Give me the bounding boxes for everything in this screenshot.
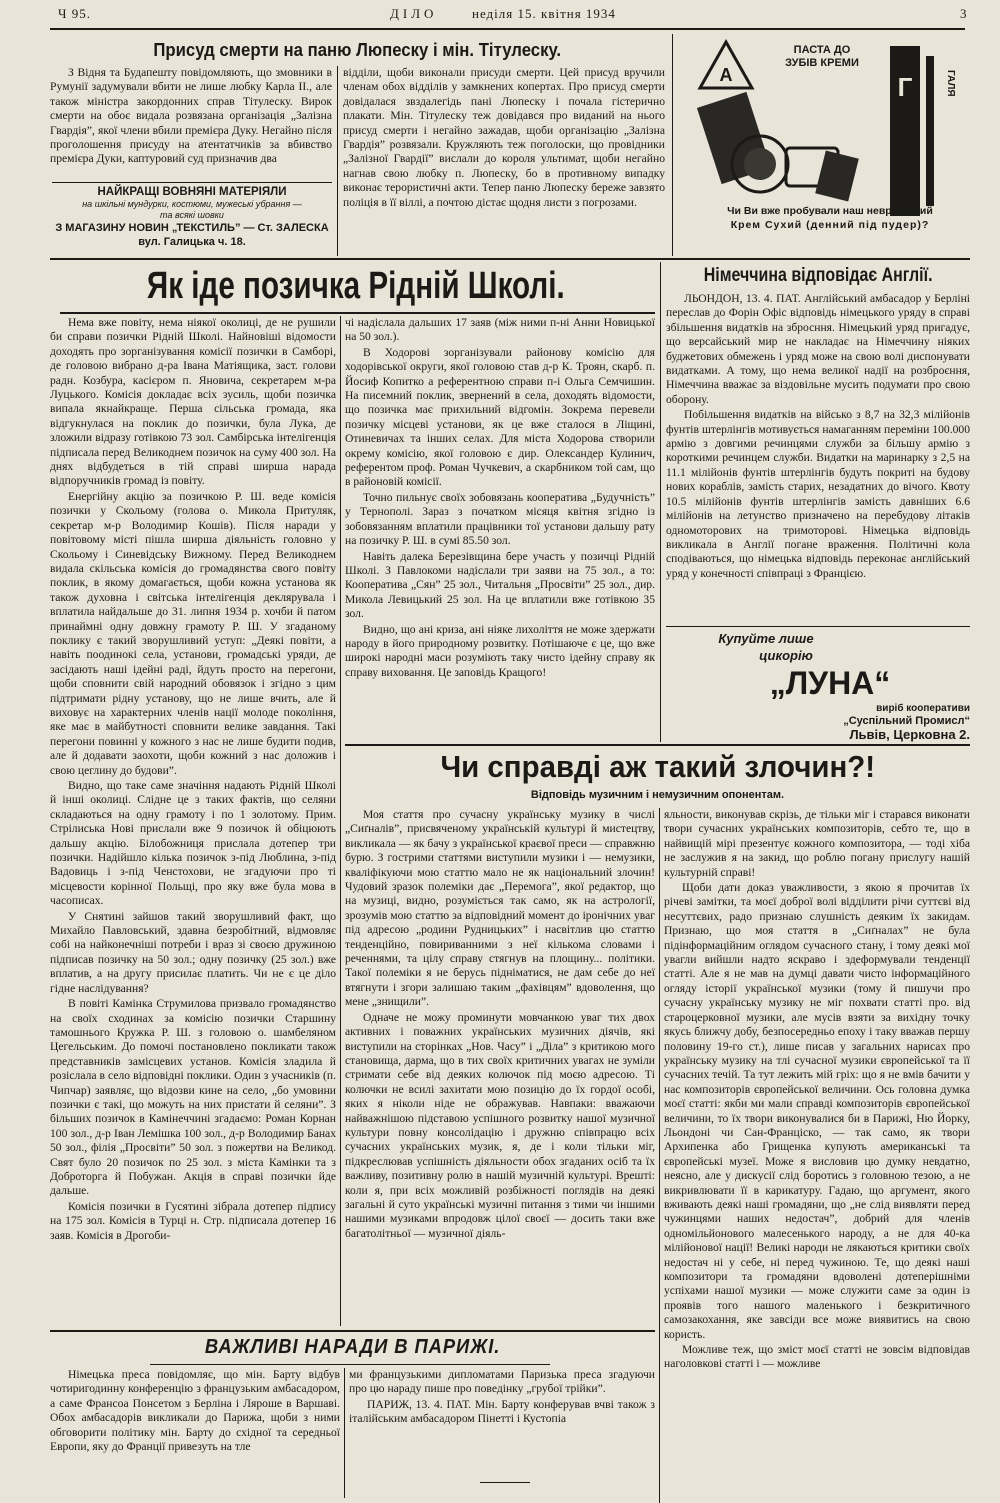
paris-column-1: Німецька преса повідомляє, що мін. Барту відбув чотиригодинну конференцію з французьким амбасадором, а саме Франсоа Понсетом з Берліна і Ляроше в Варшаві. Обох амбасадорів викликали до Парижа, щоби з ними обговорити політику мін. Барту до східної та середньої Европи, яку до Франції привезуть на тле [50,1368,340,1454]
luna-line2: цикорію [759,648,813,663]
luna-line3: виріб кооперативи [876,703,970,714]
column-divider [337,66,338,256]
loan-column-2: чі надіслала дальших 17 заяв (між ними п-ні Анни Новицької на 50 зол.). В Ходорові зорганізували районову комісію для ходорівської округи, якої головою став д-р К. Троян, скарб. п. Йосиф Копитко а референтною справи п-і Ольга Семчишин. На писемний поклик, звернений в села, доходять відомости, що позичка має прихильний відгомін. Зокрема перевели позичку місцеві установи, як це вже сталося в Ліщині, Отиневичах та інших селах. Для міста Ходорова створили окрему комісію, якої головою є дир. Олександер Кулинич, референтом проф. Роман Чучкевич, а скарбником той сам, що в районовій комісії. Точно пильнує своїх зобовязань кооператива „Будучність” у Тернополі. Зараз з початком місяця квітня згідно із зобовязанням вплатили працівники тої установи дальшу рату на позичку Р. Ш. в сумі 85.50 зол. Навіть далека Березівщина бере участь у позичці Рідній Школі. З Павлокоми надіслали три заяви на 75 зол., а то: Кооператива „Сян” 25 зол., Читальня „Просвіти” 25 зол., дир. Микола Левицький 25 зол. На це вплатили вже готівкою 35 зол. Видно, що ані криза, ані ніяке лихоліття не може здержати народу в його природному розвитку. Потішаюче є це, що вже широкі народні маси розуміють таку чисто ідейну справу як справу виховання. Це заповідь Кращого! [345,316,655,679]
headline-rule [60,312,655,314]
crime-column-1: Моя стаття про сучасну українську музику в числі „Сиґналів”, присвяченому українській культурі й мистецтву, викликала — як бачу з української краєвої преси — справжню бурю. З гострими статтями виступили музики і — немузики, кваліфікуючи мою статтю мало не як національний злочин! Чудовий зразок полеміки дає „Перемога”, якої редактор, що на музиці, видно, розуміється так само, як на астрології, зрозумів мою статтю за відповідний момент до іронічних уваг під адресою „родини Рудницьких” і насвітлив цю статтю тенденційно, повириванними з неї кількома словами і реченнями, та цілу справу стягнув на площину... політики. Такої полеміки я не берусь підніматися, не дам себе до неї втягнути і згори залишаю таким „фахівцям” вдоволення, що мене „знищили”. Одначе не можу проминути мовчанкою уваг тих двох активних і поважних українських музичних діячів, які виступили на сторінках „Нов. Часу” і „Діла” з критикою мого становища, дарма, що в тих своїх критичних увагах не зуміли стримати себе від деяких колючок під моєю адресою. Ті колючки не всилі захитати мою позицію до їх гордої особі, яких я ніколи ніде не ображував. Навпаки: вважаючи найважнішою підставою успішного розвитку нашої музичної культури повну консолідацію і дружню співпрацю всіх сучасних українських музик, я, де і коли тільки міг, підкреслював успішність діяльности обох згаданих осіб та їх важливу, позитивну ролю в нашій музичній культурі. Врешті: коли я, при всіх можливій розбіжності поглядів на деякі загальні й суто українські музичні питання з тими чи іншими нашими музиками впродовж цілої своєї — досить таки вже багатолітньої — музичної діяль- [345,808,655,1240]
section-rule [345,744,970,746]
section-rule [50,1330,655,1332]
luna-brand: „ЛУНА“ [769,665,891,701]
masthead [40,4,980,26]
toothpaste-caption-2: Крем Сухий (денний під пудер)? [730,219,930,231]
toothpaste-ad [690,36,970,256]
crime-subheadline: Відповідь музичним і немузичним опонентам. [530,789,785,801]
toothpaste-brand: ГАЛЯ [945,70,956,97]
svg-text:A: A [719,65,733,85]
germany-headline: Німеччина відповідає Англії. [703,265,933,286]
column-divider [672,34,673,256]
loan-column-1: Нема вже повіту, нема ніякої околиці, де не рушили би справи позички Рідній Школі. Найновіші відомости доходять про зорганізування комісії позички в Самборі, де головою вибрано д-ра Івана Матіящика, заст. голови радн. Козбура, касієром п. Яновича, секретарем м-ра Луцького. Комісія докладає всіх зусиль, щоби позичка випала якнайкраще. Перша сільська громада, яка відгукнулася на поклик до позички, була Лука, де зложили відразу готівкою 73 зол. Самбірська інтелігенція підписала перед Великоднем позичок на суму 400 зол. На днях відбудеться в тій справі ширша нарада відпоручників громад із повіту. Енергійну акцію за позичкою Р. Ш. веде комісія позички у Скольому (голова о. Микола Притуляк, секретар м-р Володимир Кошів). Після наради у повітовому місті пішла ширша діяльність головно у Скольому і Синевідську Вижному. Перед Великоднем видала скільська комісія до громадянства свого повіту поклик, в якому домагається, щоби кожна установа як також духовна і світська інтелігенція деклярувала і вплатила найдальше до 31. липня 1934 р. хочби й патом принаймні одну довжну грамоту Р. Ш. У згаданому поклику є такий зворушливий уступ: „Деякі повіти, а навіть поодинокі села, установи, громадські уряди, де засідають наші ідейні раді, йдуть просто на перегони, щоби сповнити свій народний обовязок і згідно з цим підтримати рідну установу, що не лише вчить, але й виховує на характерних членів нації молоде покоління, яке має в майбутності сповнити велике завдання. Такі перегони повинні у кожного з нас не лише будити подив, але й додавати заохоти, щоби кожний з нас доложив і свою цеглину до будови”. Видно, що таке саме значіння надають Рідній Школі й інші околиці. Слідне це з таких фактів, що селяни складаються на одну грамоту і по 1 золотому. Прим. Стрілиська Нові прислали вже 9 позичок й обіцюють дальшу акцію. Білобожниця прислала дотепер три позички. Надійшло кілька позичок з-під Люблина, з-під Вадовиць і з-під Ченстохови, не згадуючи про ті місцевости корінної Польщі, про яку вже була мова в часописах. У Снятині зайшов такий зворушливий факт, що Михайло Павловський, здавна безробітний, відмовляє собі на найконечніші потреби і враз зі своєю дружиною підписав позичку на 50 зол.; одну позичку (25 зол.) вже вплатив, а на другу присилає платить. Чи не є це діло гідне наслідування? В повіті Камінка Струмилова призвало громадянство на своїх сходинах за комісію позички Старшину тамошнього Кружка Р. Ш. з головою о. шамбеляном Цегельським. До помочі постановлено покликати також представників замісцевих установ. Комісія зладила й розіслала в село відповідні поклики. Один з учасників (п. Чипчар) заявляє, що відозви кине на село, „бо умовини позички є такі, що можуть на них пристати й селяни”. З більших позичок в Камінеччині згадаємо: Роман Корнан 100 зол., д-р Іван Лемішка 100 зол., д-р Володимир Банах 50 зол., філія „Просвіти” 50 зол. з пожертви на Великод. Свят було 20 позичок по 25 зол. з міста Камінки та з Доброторга й Побужан. Акція в справі позички йде дальше. Комісія позички в Гусятині зібрала дотепер підпису на 175 зол. Комісія в Турці н. Стр. підписала дотепер 16 заяв. Комісія в Дрогоби- [50,316,336,1242]
svg-text:Г: Г [897,72,913,102]
textil-ad-line3: та всякі шовки [160,210,224,220]
loan-headline: Як іде позичка Рідній Школі. [147,265,565,307]
toothpaste-caption-1: Чи Ви вже пробували наш неврівняний [727,205,933,217]
column-divider [660,262,661,742]
textil-ad-line2: на шкільні мундурки, костюми, мужеські убрання — [82,199,302,209]
sentence-right-column: відділи, щоби виконали присуди смерти. Цей присуд вручили членам обох відділів у замкнених копертах. Про присуд смерти довідалася звздалегідь пані Люпеску і почала гістерично плакати. Мін. Тітулеску теж довідався про виданий на нього присуд смерти і негайно зажадав, щоби організацію „Залізна Гвардія” розвязали. Кружляють теж поголоски, що провідники „Залізної Гвардії” вислали до короля ультимат, щоби негайно нагнав свою любку п. Люпеску, бо в противному випадку виконає терористичні акти. Тепер паню Люпеску береже завзято поліція в її віллі, а почтою дістає щодня листи з погрозами. [343,66,665,209]
ad-rule [666,626,970,627]
column-divider [344,1368,345,1498]
luna-line1: Купуйте лише [718,631,814,646]
luna-line4: „Суспільний Промисл“ [843,715,970,727]
luna-ad-address [740,702,970,744]
textil-ad-line5: вул. Галицька ч. 18. [138,236,246,248]
paris-headline: ВАЖЛИВІ НАРАДИ В ПАРИЖІ. [204,1336,501,1358]
textil-ad-line4: З МАГАЗИНУ НОВИН „ТЕКСТИЛЬ” — Ст. ЗАЛЕСКА [55,222,329,234]
column-divider [340,316,341,1326]
masthead-rule [50,28,965,30]
crime-column-2: яльности, виконував скрізь, де тільки міг і старався виконати твори сучасних українських композиторів, себто те, що в найвищій мірі презентує кожного композитора, — тоді хіба не заслужив я на закид, що роблю погану прислугу нашій культурній справі! Щоби дати доказ уважливости, з якою я прочитав їх річеві замітки, та моєї доброї волі відділити річи суттєві від несуттєвих, радо признаю слушність деяким їх закидам. Признаю, що моя стаття в „Сиґналах” не була підінформаційним оглядом сучасного стану, і тому деякі мої увагли вийшли надто яскраво і здеформували тенденції статті. Але я не мав на думці давати чисто інформаційного огляду історії української музики (тому й пишучи про сучасну українську музику не міг похвати статті про. від староцерковної музики, але мусів взяти за вихідну точку якусь ближчу добу, безпосередньо епоху і таку вважав першу половину 19-го ст.), лише писав у загальних нарисах про українську музику на тлі сучасної музики європейської та її сучасних течій. Та тут лежить мій гріх: що я не вмів бачити у нас композиторів європейської величини. Ось головна думка моєї статті: якби ми мали справді композиторів європейської величини, то їх твори виконувалися би в Парижі, Ню Йорку, Льондоні чи Сан-Франціско, — так само, як твори Архипенка або Грищенка купують американські та європейські музеї. Може я висловив цю думку невдатно, неясно, але у дискусії слід боротись з головною тезою, а не викривлювати її в карикатуру. Гадаю, що аргумент, якого вживають деякі наші громадяни, що „не слід виявляти перед чужинцями наших недостач”, добрий для членів одномільйонового малесенького народу, а не для 40-ка мілійонової нації! Великі народи не лякаються критики своїх недостач ні у себе, ні перед чужиною. Те, що деякі наші композитори та громадяни вдоволені дотеперішніми успіхами нашої музики — може служити саме за один із проявів того нашого маленького і безкритичного самозакохання, яке завсіди все може виявитись на свою користь. Можливе теж, що зміст моєї статті не зовсім відповідав наголовкові статті і — можливе [664,808,970,1371]
sentence-left-column: З Відня та Будапешту повідомляють, що змовники в Румунії задумували вбити не лише любку Карла II., але також міністра закордонних справ Тітулеску. Вирок смерти на обоє видала розвязана організація „Залізна Гвардія”, якої члени вбили премієра Дуку. Негайно після проголошення присуду на атентатчиків за вбивство премієра Дуки, каптуровий суд призначив два [50,66,332,166]
germany-body: ЛЬОНДОН, 13. 4. ПАТ. Англійський амбасадор у Берліні переслав до Форін Офіс відповідь німецького уряду в справі збільшення видатків на збросння. Німецький уряд пригадує, що версайський мир не накладає на Німеччину ніяких буджетових обмежень і уряд може на свою волі диспонувати видатками. А тому, що нема великої надії на розброєння, Німеччина вважає за віздовільне мусить подумати про свою оборону. Побільшення видатків на військо з 8,7 на 32,3 мілійонів фунтів штерлінгів мотивується намаганням переміни 100.000 армію з довгими речинцями служби за більшу армію з короткими речинцем служби. Видатки на маринарку з 2,5 на 11.1 мілійонів фунтів штерлінгів будуть покриті на будову нових кораблів, замість старих, незадатних до вічого. Квоту 10.5 мілійонів фунтів штерлінгів замість давніших 6.6 мілійонів на летунство призначено на перебудову літаків одномоторових на тримоторові. Німецька відповідь викликала в Англії погане враження. Політичні кола сподіваються, що німецька відповідь переконає англійський уряд у конечності співпраці з Францією. [666,292,970,580]
ad-rule [52,182,332,183]
sentence-headline: Присуд смерти на паню Люпеску і мін. Тітулеску. [153,40,562,60]
paris-column-2: ми французькими дипломатами Паризька преса згадуючи про цю нараду пише про поведінку „грубої трійки”. ПАРИЖ, 13. 4. ПАТ. Мін. Барту конферував вчві також з італійським амбасадором Пінетті і Кустопіа [349,1368,655,1426]
column-divider [659,808,660,1503]
issue-number: Ч 95. [58,6,91,21]
page-number: 3 [960,6,968,21]
section-rule [50,258,970,260]
textil-ad-line1: НАЙКРАЩІ ВОВНЯНІ МАТЕРІЯЛИ [97,186,287,198]
headline-rule [150,1364,550,1365]
toothpaste-slogan: ПАСТА ДО ЗУБІВ КРЕМИ [785,44,859,69]
textil-ad [50,186,334,254]
luna-line5: Львів, Церковна 2. [849,727,970,742]
issue-date: неділя 15. квітня 1934 [472,6,616,21]
crime-headline: Чи справді аж такий злочин?! [440,749,875,784]
paper-title: ДІЛО [390,6,438,21]
end-mark [480,1482,530,1483]
